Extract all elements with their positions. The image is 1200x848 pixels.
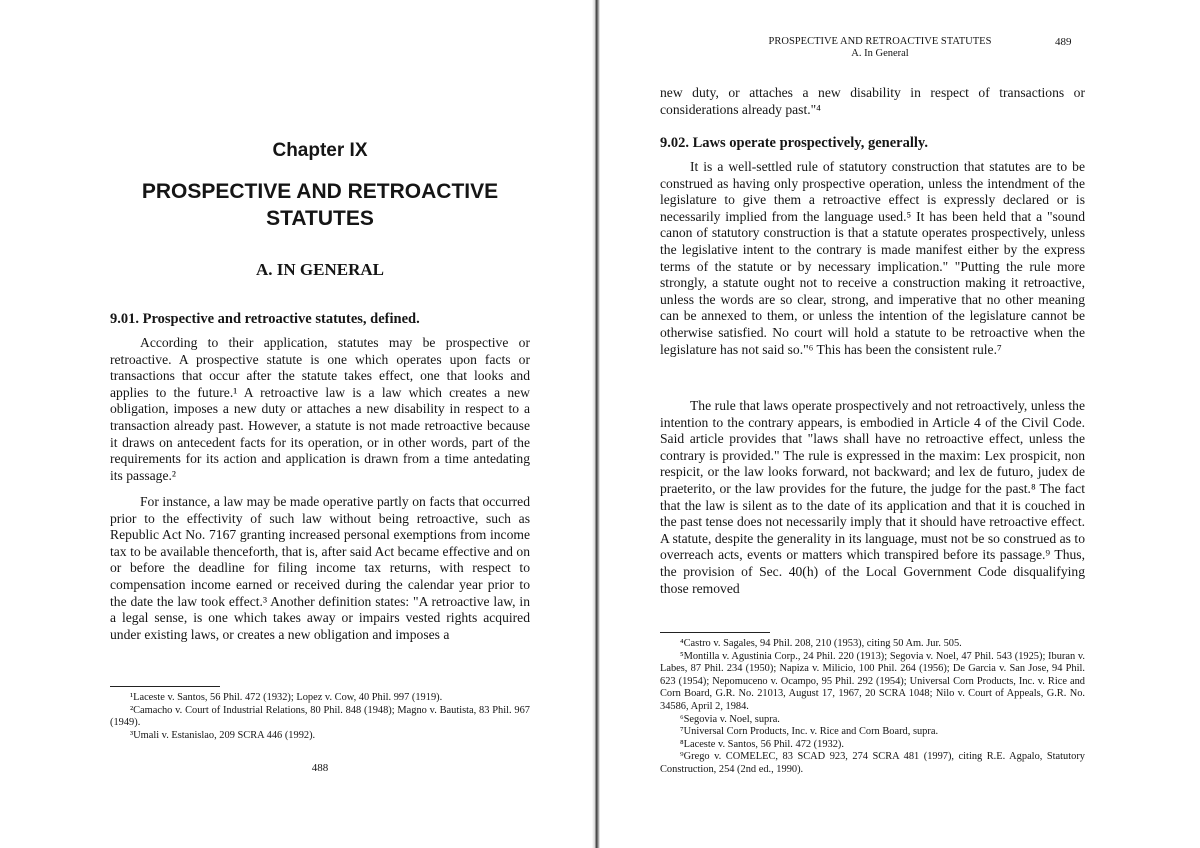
- page-number: 489: [1055, 36, 1072, 48]
- section-heading: A. IN GENERAL: [256, 260, 384, 279]
- footnote: ⁵Montilla v. Agustinia Corp., 24 Phil. 220 (1913); Segovia v. Noel, 47 Phil. 543 (1925); Iburan v. Labes, 87 Phil. 234 (1950); Napiza v. Milicio, 100 Phil. 264 (1956); De Garcia v. San Jose, 94 Phil. 623 (1954); Nepomuceno v. Ocampo, 95 Phil. 292 (1954); Universal Corn Products, Inc. v. Rice and Corn Board, G.R. No. 21013, August 17, 1967, 20 SCRA 1048; Nilo v. Court of Appeals, G.R. No. 34586, April 2, 1984.: [660, 650, 1085, 712]
- chapter-label: Chapter IX: [272, 140, 368, 161]
- footnote: ¹Laceste v. Santos, 56 Phil. 472 (1932); Lopez v. Cow, 40 Phil. 997 (1919).: [130, 692, 443, 703]
- footnote: ³Umali v. Estanislao, 209 SCRA 446 (1992).: [130, 729, 316, 741]
- running-head: [730, 36, 1030, 60]
- footnote-rule: [110, 686, 220, 687]
- subheading-9-01: 9.01. Prospective and retroactive statutes, defined.: [110, 311, 420, 327]
- right-page: [600, 0, 1200, 848]
- footnote: ⁸Laceste v. Santos, 56 Phil. 472 (1932).: [680, 738, 844, 750]
- subheading-9-02: 9.02. Laws operate prospectively, generally.: [660, 135, 928, 151]
- paragraph: According to their application, statutes may be prospective or retroactive. A prospective statute is one which operates upon facts or transactions that occur after the statute takes effect, one that looks and applies to the future.¹ A retroactive law is a law which creates a new obligation, imposes a new duty or attaches a new disability in respect to a transaction already past. However, a statute is not made retroactive because it draws on antecedent facts for its operation, or in other words, part of the requirements for its action and application is drawn from a time antedating its passage.²: [110, 335, 530, 483]
- running-head-subtitle: A. In General: [851, 48, 909, 59]
- paragraph: The rule that laws operate prospectively and not retroactively, unless the intention to the contrary appears, is embodied in Article 4 of the Civil Code. Said article provides that "laws shall have no retroactive effect, unless the contrary is provided." The rule is expressed in the maxim: Lex prospicit, non respicit, or the law looks forward, not backward; and lex de futuro, judex de praeterito, or the law provides for the future, the judge for the past.⁸ The fact that the law is silent as to the date of its application and that it is couched in the past tense does not necessarily imply that it should have retroactive effect. A statute, despite the generality in its language, must not be so construed as to overreach acts, events or matters which transpired before its passage.⁹ Thus, the provision of Sec. 40(h) of the Local Government Code disqualifying those removed: [660, 398, 1085, 596]
- paragraph: For instance, a law may be made operative partly on facts that occurred prior to the effectivity of such law without being retroactive, such as Republic Act No. 7167 granting increased personal exemptions from income tax to be available thenceforth, that is, after said Act became effective and on or before the deadline for filing income tax returns, with respect to compensation income earned or received during the calendar year prior to the date the law took effect.³ Another definition states: "A retroactive law, in a legal sense, is one which takes away or impairs vested rights acquired under existing laws, or creates a new obligation and imposes a: [110, 494, 530, 642]
- paragraph: It is a well-settled rule of statutory construction that statutes are to be construed as having only prospective operation, unless the intendment of the legislature to give them a retroactive effect is expressly declared or is necessarily implied from the language used.⁵ It has been held that a "sound canon of statutory construction is that a statute operates prospectively, unless the legislative intent to the contrary is made manifest either by the express terms of the statute or by necessary implication." "Putting the rule more strongly, a statute ought not to receive a construction making it retroactive, unless the words are so clear, strong, and imperative that no other meaning can be annexed to them, or unless the intention of the legislature cannot be otherwise satisfied. No court will hold a statute to be retroactive when the legislature has not said so."⁶ This has been the consistent rule.⁷: [660, 159, 1085, 357]
- footnotes: [110, 692, 530, 742]
- left-page: [0, 0, 596, 848]
- footnote: ²Camacho v. Court of Industrial Relations, 80 Phil. 848 (1948); Magno v. Bautista, 83 Phil. 967 (1949).: [110, 704, 530, 729]
- footnote-rule: [660, 632, 770, 633]
- running-head-title: PROSPECTIVE AND RETROACTIVE STATUTES: [768, 36, 992, 47]
- footnote: ⁴Castro v. Sagales, 94 Phil. 208, 210 (1953), citing 50 Am. Jur. 505.: [680, 638, 962, 649]
- footnotes: [660, 638, 1085, 777]
- chapter-title: PROSPECTIVE AND RETROACTIVE STATUTES: [141, 180, 499, 230]
- footnote: ⁶Segovia v. Noel, supra.: [680, 713, 780, 725]
- book-spine: [592, 0, 600, 848]
- continuation-paragraph: new duty, or attaches a new disability in respect of transactions or considerations already past."⁴: [660, 85, 1085, 117]
- footnote: ⁹Grego v. COMELEC, 83 SCAD 923, 274 SCRA 481 (1997), citing R.E. Agpalo, Statutory Construction, 254 (2nd ed., 1990).: [660, 751, 1085, 775]
- page-number: 488: [311, 762, 329, 774]
- footnote: ⁷Universal Corn Products, Inc. v. Rice and Corn Board, supra.: [680, 726, 939, 738]
